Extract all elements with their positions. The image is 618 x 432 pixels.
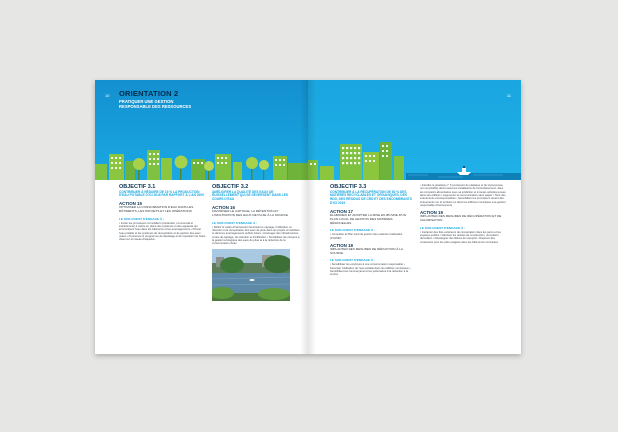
objective-subtitle: AMÉLIORER LA QUALITÉ DES EAUX DE RUISSELLEMENT QUI SE DÉVERSENT DANS LES COURS D'EAU xyxy=(212,189,288,202)
orientation-subtitle-line-1: PRATIQUER UNE GESTION xyxy=(119,99,174,104)
action-title: ACTION 16 xyxy=(212,205,235,211)
city-skyline-illustration xyxy=(308,80,521,180)
commitment-heading: LE SUD-OUEST S'ENGAGE À : xyxy=(119,216,165,221)
left-page xyxy=(95,80,308,354)
commitment-heading: LE SUD-OUEST S'ENGAGE À : xyxy=(420,225,466,230)
objective-3-3-column xyxy=(330,184,414,277)
action-description: FAVORISER LE CAPTAGE, LA RÉTENTION ET L'INFILTRATION DES EAUX DE PLUIE À LA SOURCE xyxy=(212,209,288,218)
objective-3-2-column xyxy=(212,184,300,301)
orientation-subtitle-line-2: RESPONSABLE DES RESSOURCES xyxy=(119,104,192,110)
commitment-heading-2: LE SUD-OUEST S'ENGAGE À : xyxy=(330,258,376,263)
commitment-list: • Implanter des îlots extérieurs de récupération dans les parcs et les espaces publics • Valoriser les résidus de construction, rénovation, démolition • Développer des filières de réemploi • Disposer des contenants pour les piles usagées dans les bâtiments municipaux xyxy=(420,230,501,244)
right-page xyxy=(308,80,521,354)
canal-photo-illustration xyxy=(212,249,290,301)
action-description-2: IMPLANTER DES MESURES DE RÉDUCTION À LA SOURCE xyxy=(330,247,403,255)
action-title: ACTION 15 xyxy=(119,201,142,207)
orientation-title: ORIENTATION 2 xyxy=(119,89,179,98)
action-title-2: ACTION 18 xyxy=(330,243,353,249)
commitment-list-continued: • Interdire le plastique n° 6 (contenant de plastique et de styromousse non recyclable) dans toutes les installations de l'arrondissement, dans les comptoirs alimentaires sous sa juridiction et à toutes activités tenues dans ses édifices • Augmenter la communication sans papier • Tenir des événements écoresponsables • Sensibiliser les promoteurs tenant des événements sur le territoire ou dans les édifices municipaux à la gestion responsable d'événements xyxy=(420,184,506,208)
action-description: ÉLABORER ET ADOPTER LA MISE EN ŒUVRE D'UN PLAN LOCAL DE GESTION DES MATIÈRES RÉSIDUELLES xyxy=(330,213,407,225)
page-number: 11 xyxy=(506,93,511,98)
commitment-heading: LE SUD-OUEST S'ENGAGE À : xyxy=(330,228,376,233)
objective-title: OBJECTIF 3.1 xyxy=(119,184,156,190)
action-19-column xyxy=(420,184,506,244)
objective-3-1-column xyxy=(119,184,207,242)
canal-photo xyxy=(212,249,290,301)
action-title: ACTION 19 xyxy=(420,210,443,216)
objective-title: OBJECTIF 3.2 xyxy=(212,184,249,190)
commitment-heading: LE SUD-OUEST S'ENGAGE À : xyxy=(212,220,258,225)
commitment-list: • Définir le cadre d'intervention favorisant le captage, l'infiltration, la rétention et la récupération des eaux de pluie dans les projets immobiliers et dans les aménagements publics futurs • Aménager des infrastructures vertes de captage, de rétention et d'infiltration • Sensibiliser les citoyens à la gestion écologique des eaux de pluie et à la réduction de la consommation d'eau xyxy=(212,225,300,246)
objective-subtitle: CONTRIBUER À LA RÉCUPÉRATION DE 80 % DES MATIÈRES RECYCLABLES ET ORGANIQUES, DES RDD, DES RÉSIDUS DE CRD ET DES ENCOMBRANTS D'ICI 2019 xyxy=(330,189,412,206)
action-description: OPTIMISER LA CONSOMMATION D'EAU DANS LES BÂTIMENTS, LES PROJETS ET LES OPÉRATIONS xyxy=(119,205,194,214)
commitment-list: • Inciter les promoteurs immobiliers (résidentiel, commercial et institutionnel) à mettre en place des systèmes et des appareils qui économisent l'eau dans les bâtiments et les aménagements • Prévoir l'eau potable et les systèmes de récupération et de gestion des eaux usées • Poursuivre le programme de dépistage et de réparation de fuites d'eau sur le réseau d'aqueduc xyxy=(119,221,206,242)
action-description: IMPLANTER DES MESURES DE RÉCUPÉRATION ET DE VALORISATION xyxy=(420,214,502,223)
objective-title: OBJECTIF 3.3 xyxy=(330,184,367,190)
objective-subtitle: CONTRIBUER À RÉDUIRE DE 15 % LA PRODUCTION D'EAU POTABLE D'ICI 2016 PAR RAPPORT À L'AN 2000 xyxy=(119,189,204,198)
page-number: 10 xyxy=(105,93,110,98)
orientation-header xyxy=(119,89,191,110)
action-title: ACTION 17 xyxy=(330,209,353,215)
commitment-list-2: • Sensibiliser les employés à une consommation responsable • Favoriser l'utilisation de l'eau potable dans les édifices municipaux • Sensibiliser les commerçants et les partenaires à la réduction à la source xyxy=(330,263,411,277)
brochure-spread xyxy=(95,80,521,354)
commitment-list: • Compléter le Plan local de gestion des matières résiduelles (PLGMR) xyxy=(330,233,403,240)
